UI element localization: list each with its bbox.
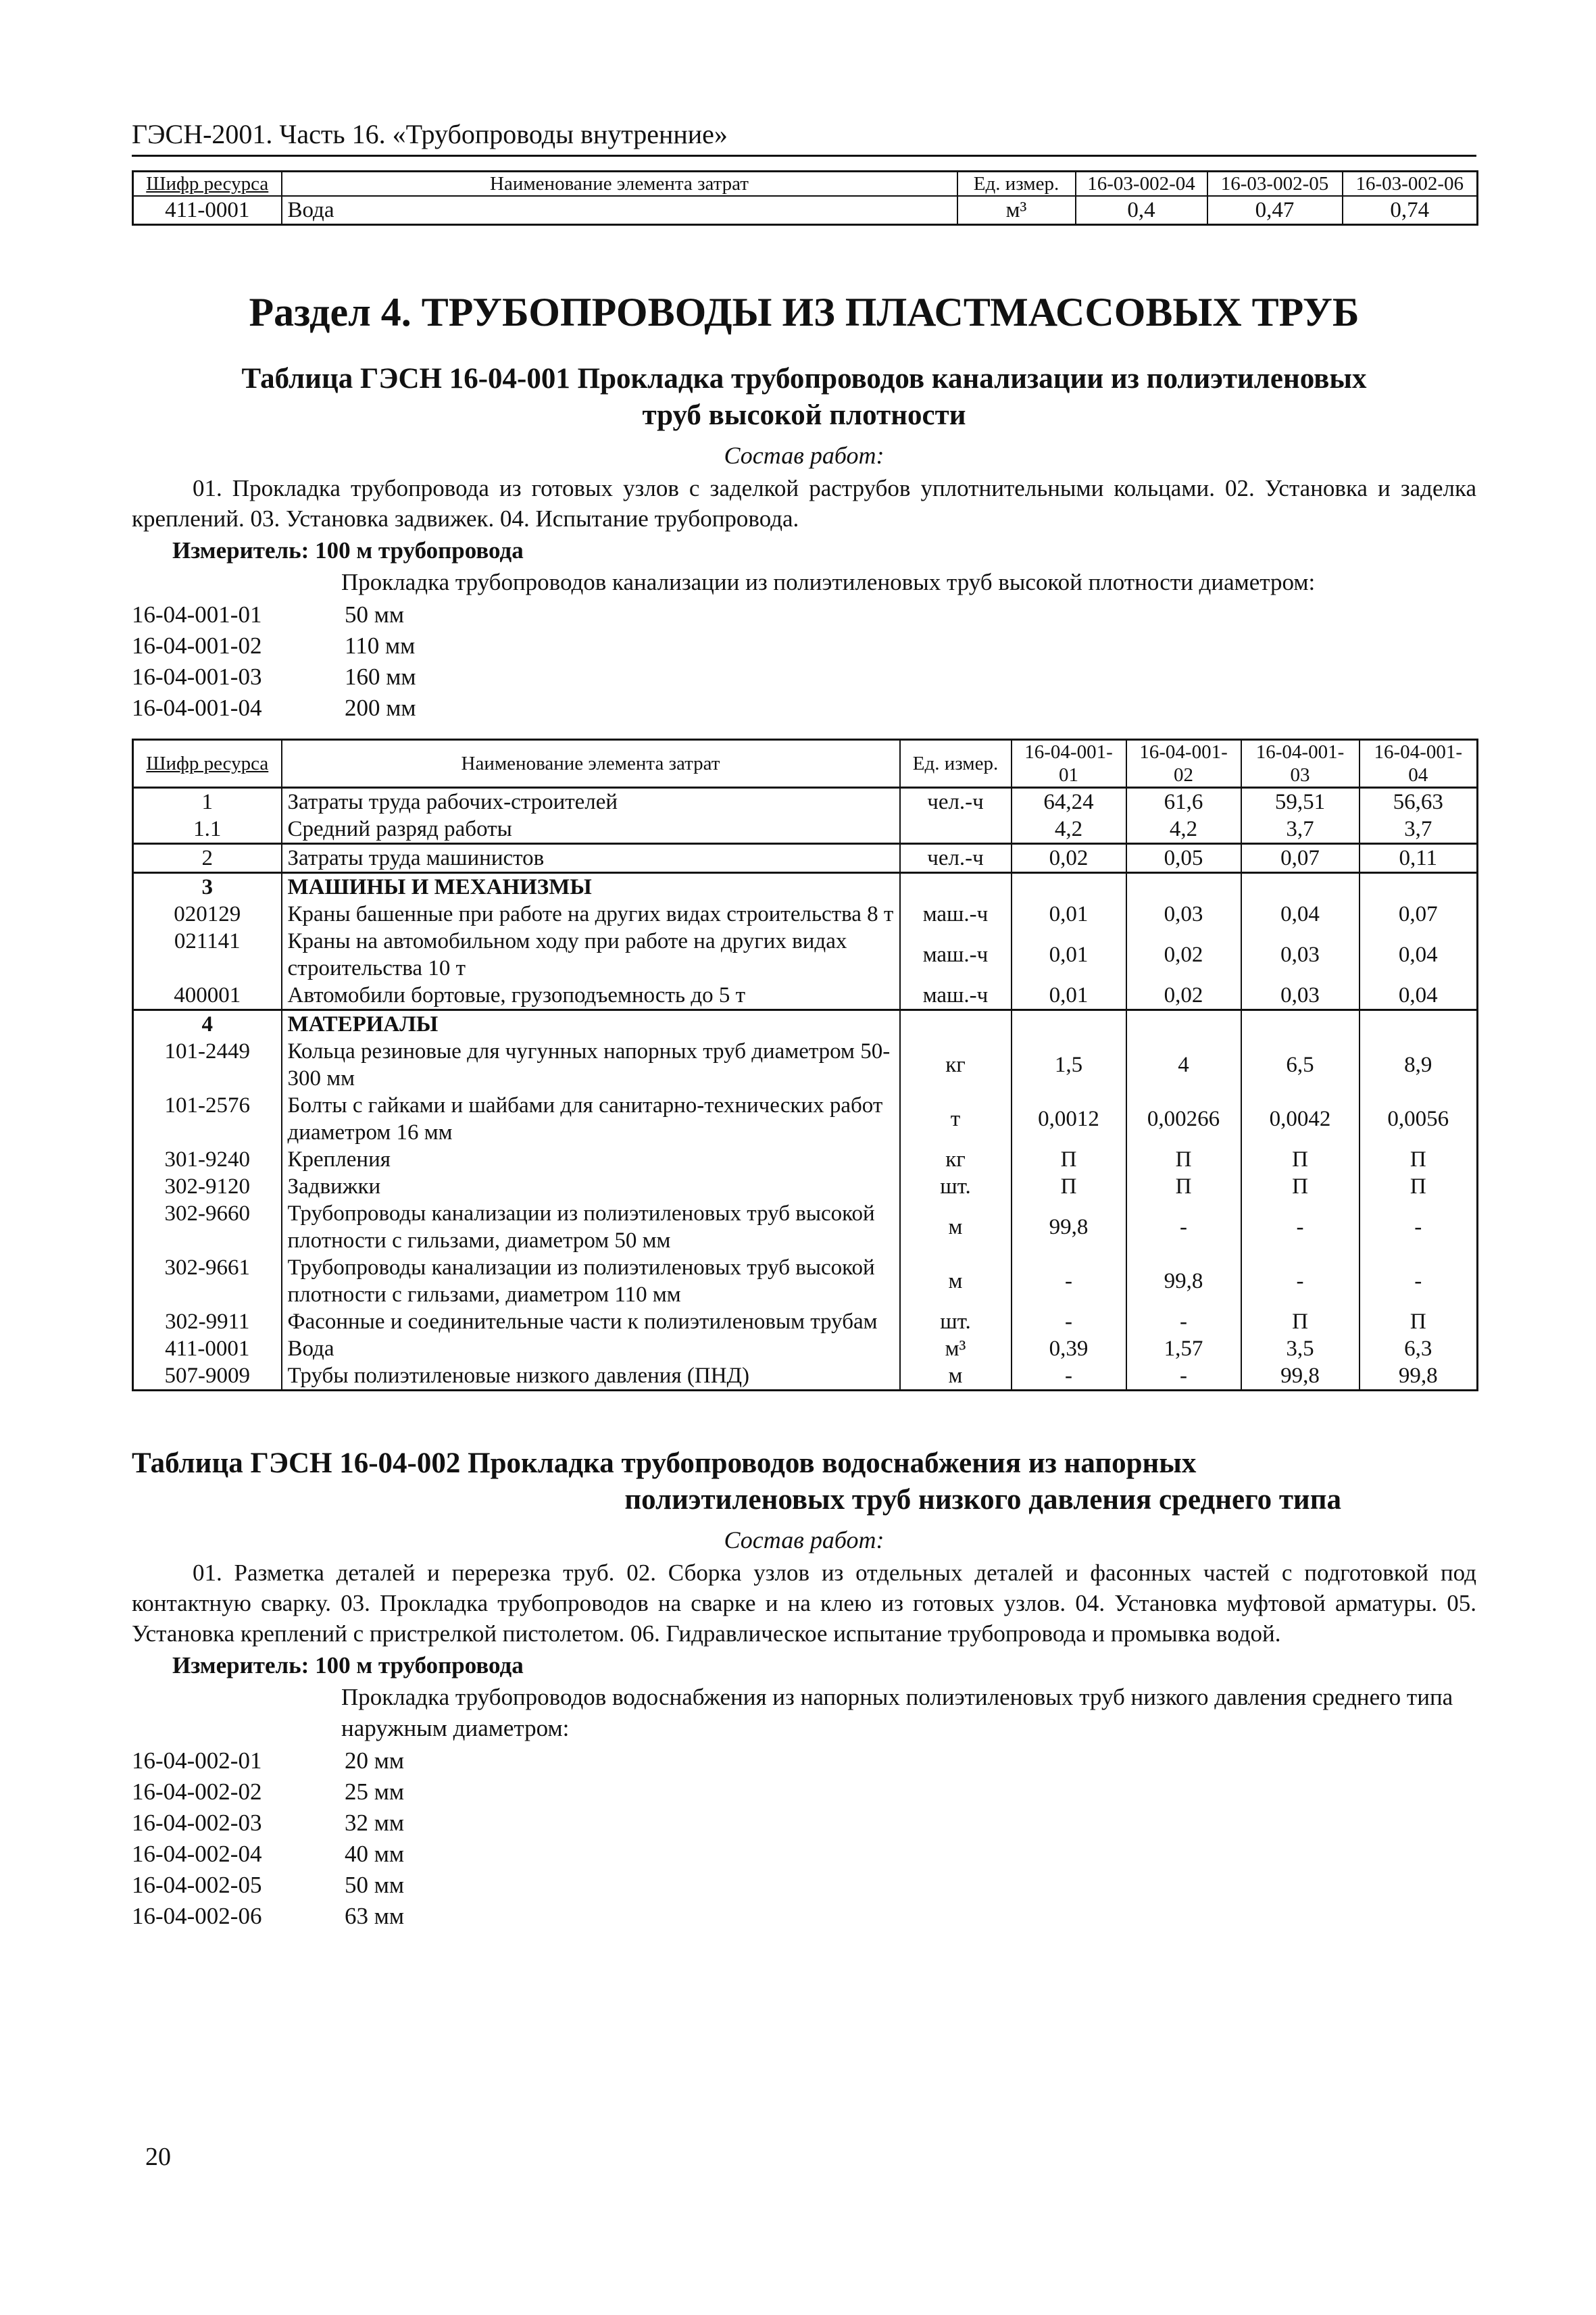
resource-value: 0,03 [1241, 982, 1360, 1010]
resource-code: 411-0001 [133, 196, 282, 225]
resource-value: 3,7 [1241, 816, 1360, 844]
top-resource-table [132, 170, 1478, 226]
resource-value: П [1241, 1173, 1360, 1200]
code-list-item [132, 1745, 1476, 1776]
resource-value: 0,04 [1241, 901, 1360, 928]
resource-code: 4 [133, 1010, 282, 1039]
resource-value: 0,0056 [1360, 1092, 1478, 1146]
pipe-size: 25 мм [345, 1778, 405, 1805]
resource-value: 0,47 [1207, 196, 1343, 225]
resource-value: 4,2 [1126, 816, 1241, 844]
resource-code: 2 [133, 844, 282, 873]
resource-value: 99,8 [1360, 1362, 1478, 1391]
table2-code-list [132, 1745, 1476, 1932]
resource-value: 0,00266 [1126, 1092, 1241, 1146]
work-code: 16-04-001-01 [132, 601, 262, 628]
resource-value: 64,24 [1012, 788, 1126, 816]
resource-value: П [1360, 1146, 1478, 1173]
table-row [133, 1335, 1478, 1362]
resource-unit: шт. [900, 1173, 1012, 1200]
code-list-item [132, 630, 1476, 662]
resource-value: - [1241, 1200, 1360, 1254]
resource-value [1360, 873, 1478, 901]
col-code-label: 16-04-001-04 [1360, 740, 1478, 788]
resource-unit: м [900, 1362, 1012, 1391]
pipe-size: 50 мм [345, 1872, 405, 1898]
resource-value: 0,0012 [1012, 1092, 1126, 1146]
resource-value: - [1126, 1200, 1241, 1254]
resource-value: - [1126, 1362, 1241, 1391]
col-unit-label: Ед. измер. [900, 740, 1012, 788]
table2-intro: Прокладка трубопроводов водоснабжения из напорных полиэтиленовых труб низкого давления среднего типа наружным диаметром: [341, 1684, 1453, 1741]
col-code-label: 16-04-001-03 [1241, 740, 1360, 788]
resource-name: Фасонные и соединительные части к полиэтиленовым трубам [282, 1308, 900, 1335]
work-code: 16-04-002-06 [132, 1903, 262, 1929]
resource-unit: м³ [957, 196, 1076, 225]
resource-value: 0,05 [1126, 844, 1241, 873]
resource-value: 4 [1126, 1038, 1241, 1092]
resource-value [1012, 873, 1126, 901]
resource-value: 0,02 [1126, 982, 1241, 1010]
resource-value [1126, 1010, 1241, 1039]
resource-name: Кольца резиновые для чугунных напорных труб диаметром 50-300 мм [282, 1038, 900, 1092]
resource-name: Болты с гайками и шайбами для санитарно-технических работ диаметром 16 мм [282, 1092, 900, 1146]
code-list-item [132, 1808, 1476, 1839]
resource-value: 8,9 [1360, 1038, 1478, 1092]
work-code: 16-04-002-02 [132, 1778, 262, 1805]
resource-value: - [1360, 1254, 1478, 1308]
resource-value [1012, 1010, 1126, 1039]
resource-value: 0,74 [1343, 196, 1478, 225]
resource-name: Средний разряд работы [282, 816, 900, 844]
resource-value: 0,07 [1360, 901, 1478, 928]
resource-value: П [1241, 1308, 1360, 1335]
col-name-label: Наименование элемента затрат [282, 172, 957, 197]
resource-value: 0,4 [1076, 196, 1207, 225]
resource-value: - [1012, 1308, 1126, 1335]
resource-code: 101-2576 [133, 1092, 282, 1146]
table-row [133, 928, 1478, 982]
resource-name: Затраты труда рабочих-строителей [282, 788, 900, 816]
resource-value: П [1012, 1146, 1126, 1173]
resource-name: Затраты труда машинистов [282, 844, 900, 873]
table1-sostav-text: 01. Прокладка трубопровода из готовых узлов с заделкой раструбов уплотнительными кольцами. 02. Установка и заделка креплений. 03. Установка задвижек. 04. Испытание трубопровода. [132, 475, 1476, 532]
page-number: 20 [145, 2143, 171, 2171]
table-row [133, 1010, 1478, 1039]
resource-unit [900, 816, 1012, 844]
resource-value: 0,04 [1360, 928, 1478, 982]
pipe-size: 160 мм [345, 664, 416, 690]
resource-name: МАТЕРИАЛЫ [282, 1010, 900, 1039]
resource-value: 0,02 [1126, 928, 1241, 982]
table2-title-line1: Таблица ГЭСН 16-04-002 Прокладка трубопроводов водоснабжения из напорных [132, 1447, 1197, 1479]
resource-value [1126, 873, 1241, 901]
section-title: Раздел 4. ТРУБОПРОВОДЫ ИЗ ПЛАСТМАССОВЫХ ТРУБ [249, 290, 1360, 334]
resource-value: - [1012, 1362, 1126, 1391]
table2-sostav-label: Состав работ: [724, 1526, 884, 1553]
resource-value: 6,3 [1360, 1335, 1478, 1362]
resource-value: - [1360, 1200, 1478, 1254]
work-code: 16-04-002-03 [132, 1810, 262, 1836]
resource-code: 411-0001 [133, 1335, 282, 1362]
resource-value: 56,63 [1360, 788, 1478, 816]
resource-name: Трубопроводы канализации из полиэтиленовых труб высокой плотности с гильзами, диаметром 50 мм [282, 1200, 900, 1254]
table1-title-line2: труб высокой плотности [642, 399, 966, 431]
resource-name: Трубопроводы канализации из полиэтиленовых труб высокой плотности с гильзами, диаметром 110 мм [282, 1254, 900, 1308]
resource-value: П [1241, 1146, 1360, 1173]
resource-unit: шт. [900, 1308, 1012, 1335]
code-list-item [132, 599, 1476, 630]
code-list-item [132, 1839, 1476, 1870]
resource-value: 0,39 [1012, 1335, 1126, 1362]
resource-value: 59,51 [1241, 788, 1360, 816]
resource-value: П [1360, 1173, 1478, 1200]
col-code-label: 16-03-002-04 [1076, 172, 1207, 197]
resource-value: 0,03 [1126, 901, 1241, 928]
table2-title [132, 1445, 1476, 1518]
table2-measure: Измеритель: 100 м трубопровода [172, 1652, 524, 1678]
running-header: ГЭСН-2001. Часть 16. «Трубопроводы внутренние» [132, 118, 1476, 157]
code-list-item [132, 693, 1476, 724]
resource-value: - [1126, 1308, 1241, 1335]
table1-intro: Прокладка трубопроводов канализации из полиэтиленовых труб высокой плотности диаметром: [341, 569, 1316, 595]
pipe-size: 32 мм [345, 1810, 405, 1836]
resource-unit: чел.-ч [900, 844, 1012, 873]
pipe-size: 20 мм [345, 1747, 405, 1774]
resource-value: 0,01 [1012, 982, 1126, 1010]
col-unit-label: Ед. измер. [957, 172, 1076, 197]
resource-name: Вода [282, 1335, 900, 1362]
resource-code: 507-9009 [133, 1362, 282, 1391]
table-row [133, 982, 1478, 1010]
resource-unit: кг [900, 1146, 1012, 1173]
resource-code: 021141 [133, 928, 282, 982]
table-row [133, 196, 1478, 225]
resource-code: 1.1 [133, 816, 282, 844]
table-row [133, 1173, 1478, 1200]
table1-title-line1: Таблица ГЭСН 16-04-001 Прокладка трубопроводов канализации из полиэтиленовых [241, 363, 1367, 395]
resource-unit [900, 873, 1012, 901]
resource-unit [900, 1010, 1012, 1039]
resource-value: 0,11 [1360, 844, 1478, 873]
resource-code: 302-9120 [133, 1173, 282, 1200]
resource-value: 3,5 [1241, 1335, 1360, 1362]
resource-value: 0,02 [1012, 844, 1126, 873]
table1-measure: Измеритель: 100 м трубопровода [172, 537, 524, 564]
table-row [133, 873, 1478, 901]
table-row [133, 901, 1478, 928]
code-list-item [132, 1901, 1476, 1932]
resource-code: 301-9240 [133, 1146, 282, 1173]
table1-title [132, 361, 1476, 434]
table1-sostav-label: Состав работ: [724, 442, 884, 469]
resource-value: 0,0042 [1241, 1092, 1360, 1146]
resource-unit: кг [900, 1038, 1012, 1092]
table-row [133, 844, 1478, 873]
work-code: 16-04-001-02 [132, 632, 262, 659]
col-code-label: 16-03-002-06 [1343, 172, 1478, 197]
resource-value: 99,8 [1241, 1362, 1360, 1391]
resource-unit: маш.-ч [900, 928, 1012, 982]
pipe-size: 200 мм [345, 695, 416, 721]
resource-value: П [1360, 1308, 1478, 1335]
resource-unit: м [900, 1254, 1012, 1308]
resource-value [1360, 1010, 1478, 1039]
resource-value: - [1012, 1254, 1126, 1308]
resource-code: 1 [133, 788, 282, 816]
resource-value: 99,8 [1126, 1254, 1241, 1308]
resource-value: 6,5 [1241, 1038, 1360, 1092]
resource-unit: т [900, 1092, 1012, 1146]
work-code: 16-04-001-03 [132, 664, 262, 690]
table-row [133, 1038, 1478, 1092]
resource-name: Вода [282, 196, 957, 225]
resource-name: МАШИНЫ И МЕХАНИЗМЫ [282, 873, 900, 901]
table-row [133, 1362, 1478, 1391]
resource-code: 020129 [133, 901, 282, 928]
col-code-label: 16-04-001-01 [1012, 740, 1126, 788]
resource-unit: м [900, 1200, 1012, 1254]
resource-unit: маш.-ч [900, 901, 1012, 928]
resource-value: 1,57 [1126, 1335, 1241, 1362]
resource-value: 0,03 [1241, 928, 1360, 982]
pipe-size: 50 мм [345, 601, 405, 628]
table-row [133, 1254, 1478, 1308]
table2-sostav-text: 01. Разметка деталей и перерезка труб. 02. Сборка узлов из отдельных деталей и фасонных частей с подготовкой под контактную сварку. 03. Прокладка трубопроводов на сварке и на клею из готовых узлов. 04. Установка муфтовой арматуры. 05. Установка креплений с пристрелкой пистолетом. 06. Гидравлическое испытание трубопровода и промывка водой. [132, 1560, 1476, 1647]
resource-value: 0,07 [1241, 844, 1360, 873]
resource-value [1241, 873, 1360, 901]
resource-code: 400001 [133, 982, 282, 1010]
resource-value: 99,8 [1012, 1200, 1126, 1254]
code-list-item [132, 1776, 1476, 1808]
resource-name: Трубы полиэтиленовые низкого давления (ПНД) [282, 1362, 900, 1391]
resource-value: П [1012, 1173, 1126, 1200]
resource-name: Краны на автомобильном ходу при работе на других видах строительства 10 т [282, 928, 900, 982]
col-shifr-label: Шифр ресурса [146, 173, 269, 195]
work-code: 16-04-002-01 [132, 1747, 262, 1774]
resource-code: 302-9661 [133, 1254, 282, 1308]
col-name-label: Наименование элемента затрат [282, 740, 900, 788]
table1-header-row [133, 740, 1478, 788]
top-table-header-row [133, 172, 1478, 197]
resource-name: Задвижки [282, 1173, 900, 1200]
resource-value: 4,2 [1012, 816, 1126, 844]
pipe-size: 110 мм [345, 632, 416, 659]
table1-resource-table [132, 739, 1478, 1391]
resource-unit: чел.-ч [900, 788, 1012, 816]
table-row [133, 1200, 1478, 1254]
table2-title-line2: полиэтиленовых труб низкого давления среднего типа [624, 1484, 1341, 1516]
pipe-size: 40 мм [345, 1841, 405, 1867]
resource-value: 0,01 [1012, 901, 1126, 928]
resource-name: Крепления [282, 1146, 900, 1173]
resource-code: 3 [133, 873, 282, 901]
work-code: 16-04-001-04 [132, 695, 262, 721]
resource-value [1241, 1010, 1360, 1039]
table-row [133, 788, 1478, 816]
resource-value: 0,04 [1360, 982, 1478, 1010]
table-row [133, 816, 1478, 844]
col-shifr-label: Шифр ресурса [146, 753, 269, 774]
resource-unit: маш.-ч [900, 982, 1012, 1010]
resource-value: П [1126, 1146, 1241, 1173]
pipe-size: 63 мм [345, 1903, 405, 1929]
resource-code: 101-2449 [133, 1038, 282, 1092]
table-row [133, 1146, 1478, 1173]
resource-value: - [1241, 1254, 1360, 1308]
resource-code: 302-9660 [133, 1200, 282, 1254]
col-code-label: 16-04-001-02 [1126, 740, 1241, 788]
resource-value: 3,7 [1360, 816, 1478, 844]
resource-value: 61,6 [1126, 788, 1241, 816]
resource-name: Краны башенные при работе на других видах строительства 8 т [282, 901, 900, 928]
code-list-item [132, 662, 1476, 693]
resource-code: 302-9911 [133, 1308, 282, 1335]
resource-value: П [1126, 1173, 1241, 1200]
work-code: 16-04-002-05 [132, 1872, 262, 1898]
resource-unit: м³ [900, 1335, 1012, 1362]
resource-name: Автомобили бортовые, грузоподъемность до 5 т [282, 982, 900, 1010]
document-page [132, 118, 1476, 1932]
table1-code-list [132, 599, 1476, 724]
resource-value: 0,01 [1012, 928, 1126, 982]
table-row [133, 1308, 1478, 1335]
resource-value: 1,5 [1012, 1038, 1126, 1092]
code-list-item [132, 1870, 1476, 1901]
work-code: 16-04-002-04 [132, 1841, 262, 1867]
table-row [133, 1092, 1478, 1146]
col-code-label: 16-03-002-05 [1207, 172, 1343, 197]
